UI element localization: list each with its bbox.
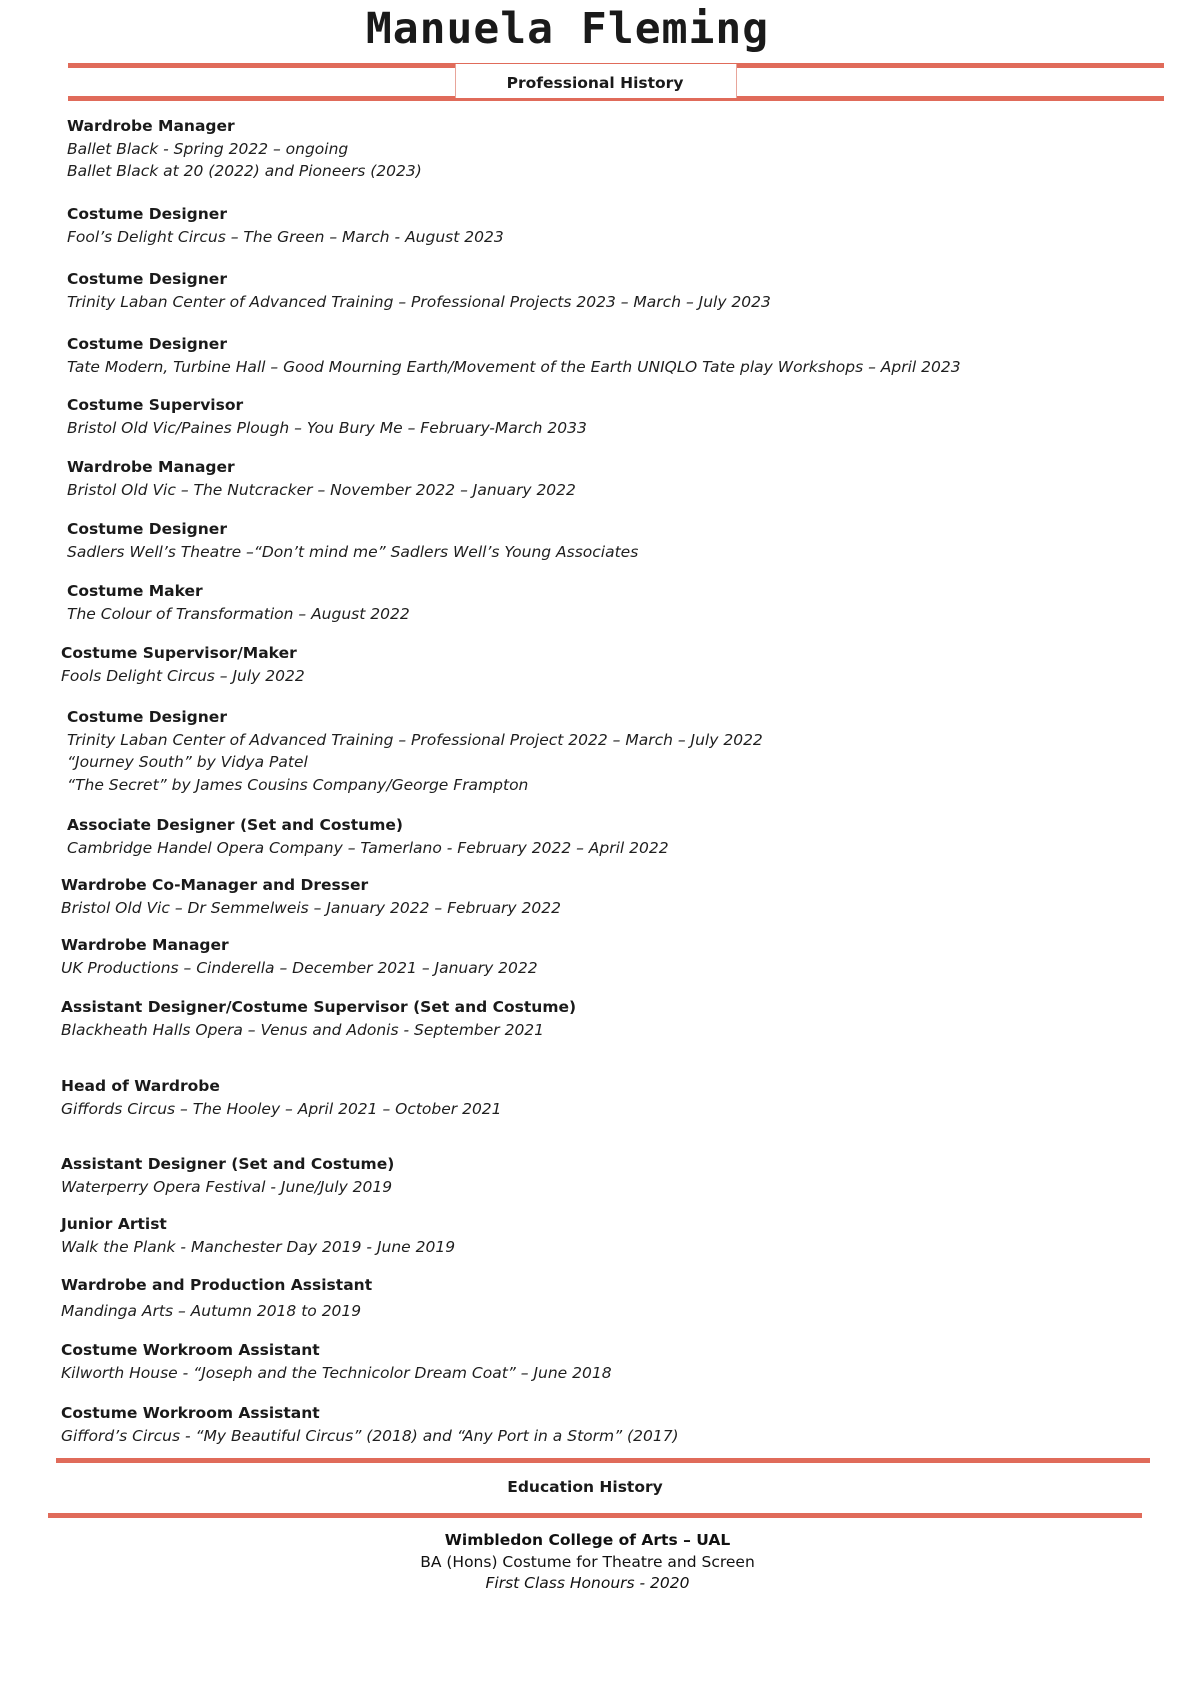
entry-detail: Ballet Black at 20 (2022) and Pioneers (2023) bbox=[67, 162, 422, 180]
experience-entry bbox=[61, 1274, 372, 1322]
entry-role: Head of Wardrobe bbox=[61, 1077, 220, 1095]
entry-detail: Bristol Old Vic – The Nutcracker – November 2022 – January 2022 bbox=[67, 480, 576, 499]
entry-detail: Trinity Laban Center of Advanced Training – Professional Project 2022 – March – July 2022 bbox=[67, 730, 763, 749]
entry-role: Costume Designer bbox=[67, 205, 227, 223]
entry-detail: UK Productions – Cinderella – December 2021 – January 2022 bbox=[61, 958, 538, 977]
experience-entry bbox=[61, 874, 561, 919]
education-divider-bottom bbox=[48, 1513, 1142, 1518]
experience-entry bbox=[67, 814, 669, 859]
entry-role: Junior Artist bbox=[61, 1215, 167, 1233]
entry-detail: “Journey South” by Vidya Patel bbox=[67, 753, 308, 771]
experience-entry bbox=[61, 1075, 502, 1120]
entry-detail: Tate Modern, Turbine Hall – Good Mourning Earth/Movement of the Earth UNIQLO Tate play Workshops – April 2023 bbox=[67, 357, 961, 376]
entry-role: Costume Supervisor/Maker bbox=[61, 644, 297, 662]
entry-detail: Gifford’s Circus - “My Beautiful Circus” (2018) and “Any Port in a Storm” (2017) bbox=[61, 1426, 679, 1445]
entry-detail: Blackheath Halls Opera – Venus and Adonis - September 2021 bbox=[61, 1020, 545, 1039]
entry-detail: Fool’s Delight Circus – The Green – March - August 2023 bbox=[67, 227, 504, 246]
entry-detail: Mandinga Arts – Autumn 2018 to 2019 bbox=[61, 1301, 362, 1320]
entry-role: Wardrobe Manager bbox=[67, 458, 235, 476]
entry-role: Assistant Designer (Set and Costume) bbox=[61, 1155, 395, 1173]
experience-entry bbox=[67, 580, 410, 625]
entry-role: Associate Designer (Set and Costume) bbox=[67, 816, 403, 834]
education-school: Wimbledon College of Arts – UAL bbox=[444, 1531, 731, 1549]
education-history-heading: Education History bbox=[507, 1478, 663, 1496]
experience-entry bbox=[61, 996, 576, 1041]
entry-detail: Giffords Circus – The Hooley – April 2021 – October 2021 bbox=[61, 1099, 502, 1118]
entry-detail: Ballet Black - Spring 2022 – ongoing bbox=[67, 139, 349, 158]
entry-role: Costume Supervisor bbox=[67, 396, 244, 414]
entry-detail: Kilworth House - “Joseph and the Technicolor Dream Coat” – June 2018 bbox=[61, 1363, 612, 1382]
entry-role: Costume Maker bbox=[67, 582, 203, 600]
experience-entry bbox=[67, 203, 504, 248]
experience-entry bbox=[61, 1213, 455, 1258]
entry-detail: The Colour of Transformation – August 2022 bbox=[67, 604, 410, 623]
experience-entry bbox=[61, 1153, 394, 1198]
entry-detail: Sadlers Well’s Theatre –“Don’t mind me” Sadlers Well’s Young Associates bbox=[67, 542, 639, 561]
experience-entry bbox=[67, 518, 638, 563]
education-divider-top bbox=[56, 1458, 1150, 1463]
experience-entry bbox=[67, 268, 771, 313]
entry-role: Costume Workroom Assistant bbox=[61, 1341, 320, 1359]
experience-entry bbox=[61, 642, 305, 687]
professional-history-heading: Professional History bbox=[506, 74, 684, 92]
education-entry bbox=[0, 1530, 1175, 1595]
experience-entry bbox=[67, 394, 587, 439]
entry-detail: Trinity Laban Center of Advanced Training – Professional Projects 2023 – March – July 2023 bbox=[67, 292, 771, 311]
entry-detail: Walk the Plank - Manchester Day 2019 - June 2019 bbox=[61, 1237, 456, 1256]
experience-entry bbox=[67, 115, 422, 183]
entry-role: Costume Designer bbox=[67, 335, 227, 353]
experience-entry bbox=[67, 456, 576, 501]
entry-detail: “The Secret” by James Cousins Company/George Frampton bbox=[67, 775, 529, 794]
entry-role: Costume Workroom Assistant bbox=[61, 1404, 320, 1422]
entry-detail: Bristol Old Vic/Paines Plough – You Bury Me – February-March 2033 bbox=[67, 418, 587, 437]
experience-entry bbox=[61, 1402, 679, 1447]
resume-name: Manuela Fleming bbox=[365, 4, 770, 54]
entry-role: Wardrobe Manager bbox=[67, 117, 235, 135]
entry-detail: Cambridge Handel Opera Company – Tamerlano - February 2022 – April 2022 bbox=[67, 838, 669, 857]
experience-entry bbox=[61, 934, 538, 979]
entry-role: Costume Designer bbox=[67, 708, 227, 726]
experience-entry bbox=[67, 706, 763, 796]
entry-role: Wardrobe Co-Manager and Dresser bbox=[61, 876, 369, 894]
entry-role: Costume Designer bbox=[67, 520, 227, 538]
entry-role: Assistant Designer/Costume Supervisor (Set and Costume) bbox=[61, 998, 577, 1016]
entry-detail: Bristol Old Vic – Dr Semmelweis – January 2022 – February 2022 bbox=[61, 898, 561, 917]
education-degree: BA (Hons) Costume for Theatre and Screen bbox=[420, 1552, 755, 1571]
entry-role: Wardrobe Manager bbox=[61, 936, 229, 954]
entry-detail: Fools Delight Circus – July 2022 bbox=[61, 666, 305, 685]
education-honours: First Class Honours - 2020 bbox=[485, 1574, 690, 1592]
entry-detail: Waterperry Opera Festival - June/July 2019 bbox=[61, 1177, 393, 1196]
entry-role: Costume Designer bbox=[67, 270, 227, 288]
experience-entry bbox=[61, 1339, 612, 1384]
experience-entry bbox=[67, 333, 961, 378]
entry-role: Wardrobe and Production Assistant bbox=[61, 1276, 373, 1294]
